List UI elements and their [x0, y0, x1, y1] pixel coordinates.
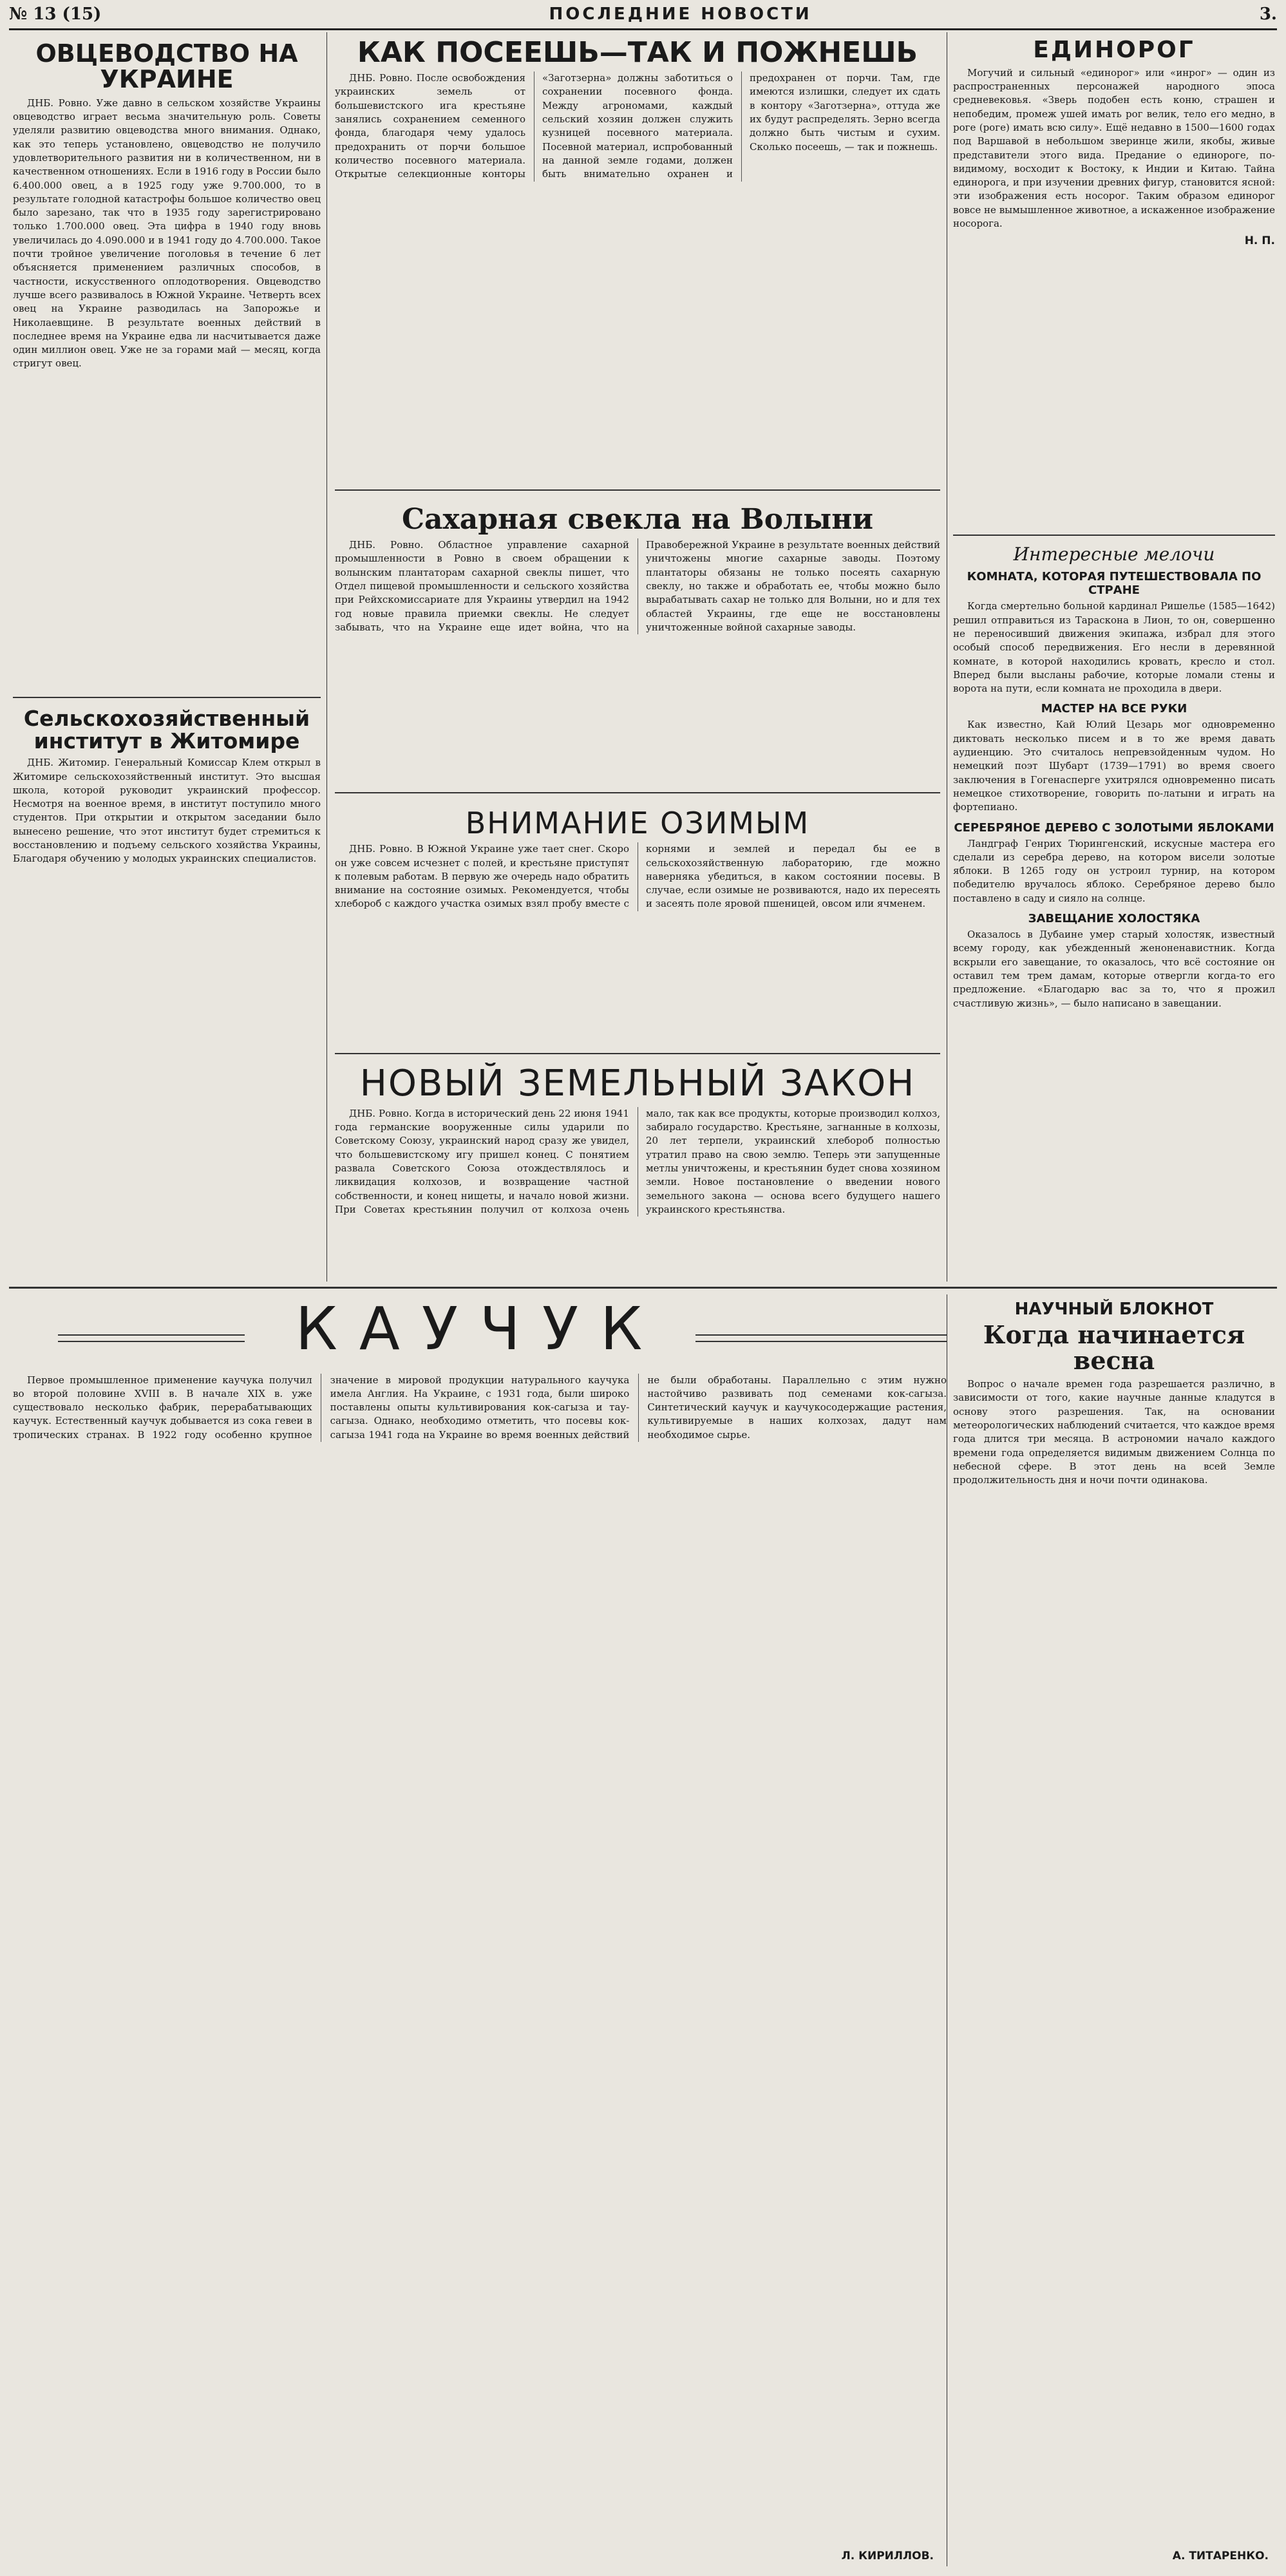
divider [953, 535, 1275, 536]
article-ozim [335, 805, 940, 1046]
article-title: ЕДИНОРОГ [1033, 37, 1195, 63]
divider [13, 697, 321, 698]
article-signature: А. ТИТАРЕНКО. [1172, 2550, 1269, 2562]
article-body: Как известно, Кай Юлий Цезарь мог одновременно диктовать несколько писем и в то же время давать аудиенцию. Это считалось непревзойденным чудом. Но немецкий поэт Шубарт (1739—1791) во время своего заключения в Гогенасперге ухитрялся одновременно писать немецкое стихотворение, говорить по-латыни и играть на фортепиано. [953, 719, 1275, 813]
article-title: КАУЧУК [295, 1294, 665, 1363]
article-body: ДНБ. Житомир. Генеральный Комиссар Клем открыл в Житомире сельскохозяйственный институт. Это высшая школа, которой руководит украинский профессор. Несмотря на военное время, в институт поступило много студентов. При открытии и открытом заседании было вынесено решение, что этот институт будет стремиться к восстановлению и подъему сельского хозяйства Украины, Благодаря обучению у молодых украинских специалистов. [13, 757, 321, 865]
article-signature: Л. КИРИЛЛОВ. [841, 2550, 934, 2562]
misc-section [953, 542, 1275, 1283]
newspaper-title: ПОСЛЕДНИЕ НОВОСТИ [549, 5, 812, 24]
article-bloknot [953, 1294, 1275, 2566]
section-title: НАУЧНЫЙ БЛОКНОТ [1014, 1300, 1214, 1319]
article-body: ДНБ. Ровно. Уже давно в сельском хозяйстве Украины овцеводство играет весьма значительную роль. Советы уделяли развитию овцеводства много внимания. Однако, как это теперь установлено, овцеводство не получило удовлетворительного развития ни в количественном, ни в качественном отношениях. Если в 1916 году в России было 6.400.000 овец, а в 1925 году уже 9.700.000, то в результате голодной катастрофы большое количество овец было зарезано, так что в 1935 году зарегистрировано только 1.700.000 овец. Эта цифра в 1940 году вновь увеличилась до 4.090.000 и в 1941 году до 4.700.000. Такое почти тройное увеличение поголовья в течение 6 лет объясняется применением различных способов, в частности, искусственного оплодотворения. Овцеводство лучше всего развивалось в Южной Украине. Четверть всех овец на Украине разводилась на Запорожье и Николаевщине. В результате военных действий в последнее время на Украине едва ли насчитывается даже один миллион овец. Уже не за горами май — месяц, когда стригут овец. [13, 97, 321, 370]
article-posev [335, 35, 940, 480]
article-title: Сахарная свекла на Волыни [401, 503, 874, 536]
article-title: СЕРЕБРЯНОЕ ДЕРЕВО С ЗОЛОТЫМИ ЯБЛОКАМИ [954, 820, 1274, 835]
section-divider [9, 1287, 1277, 1289]
article-body: Вопрос о начале времен года разрешается различно, в зависимости от того, какие научные данные кладутся в основу этого разрешения. Так, на основании метеорологических наблюдений считается, что каждое время года длится три месяца. В астрономии начало каждого времени года определяется видимым движением Солнца по небесной сфере. В этот день на всей Земле продолжительность дня и ночи почти одинакова. [953, 1378, 1275, 1486]
article-title: ЗАВЕЩАНИЕ ХОЛОСТЯКА [1028, 912, 1200, 926]
article-zakon [335, 1063, 940, 1278]
article-body: Оказалось в Дубаине умер старый холостяк, известный всему городу, как убежденный женоненавистник. Когда вскрыли его завещание, то оказалось, что всё состояние он оставил тем трем дамам, которые отвергли когда-то его предложение. «Благодарю вас за то, что я прожил счастливую жизнь», — было написано в завещании. [953, 929, 1275, 1009]
article-body: ДНБ. Ровно. Областное управление сахарной промышленности в Ровно в своем обращении к волынским плантаторам сахарной свеклы пишет, что Отдел пищевой промышленности и сельского хозяйства при Рейхскомиссариате для Украины утвердил на 1942 год новые правила приемки свеклы. Не следует забывать, что на Украине еще идет война, что на Правобережной Украине в результате военных действий уничтожены многие сахарные заводы. Поэтому плантаторы обязаны не только посеять сахарную свеклу, но также и обработать ее, чтобы можно было вырабатывать сахар не только для Волыни, но и для тех областей Украины, где еще не восстановлены уничтоженные войной сахарные заводы. [335, 539, 940, 633]
page-number: 3. [1259, 5, 1277, 24]
article-ovtsevodstvo [13, 39, 321, 689]
article-body: ДНБ. Ровно. После освобождения украинских земель от большевистского ига крестьяне занялись сохранением семенного фонда, благодаря чему удалось предохранить от порчи большое количество посевного материала. Открытые селекционные конторы «Заготзерна» должны заботиться о сохранении посевного фонда. Между агрономами, каждый сельский хозяин должен служить кузницей посевного материала. Посевной материал, испробованный на данной земле годами, должен быть внимательно охранен и предохранен от порчи. Там, где имеются излишки, следует их сдать в контору «Заготзерна», оттуда же их будут распределять. Зерно всегда должно быть чистым и сухим. Сколько посеешь, — так и пожнешь. [335, 72, 940, 180]
article-title: КОМНАТА, КОТОРАЯ ПУТЕШЕСТВОВАЛА ПО СТРАНЕ [967, 570, 1262, 598]
divider [335, 792, 940, 793]
article-institute [13, 705, 321, 1272]
article-title: КАК ПОСЕЕШЬ—ТАК И ПОЖНЕШЬ [357, 36, 918, 69]
section-title: Интересные мелочи [1013, 544, 1215, 565]
article-kauchuk [13, 1294, 947, 2566]
article-title: Сельскохозяйственный институт в Житомире [23, 706, 310, 753]
article-title: ОВЦЕВОДСТВО НА УКРАИНЕ [35, 39, 298, 93]
article-body: Первое промышленное применение каучука получил во второй половине XVIII в. В начале XIX в. уже существовало несколько фабрик, перерабатывающих каучук. Естественный каучук добывается из сока гевеи в тропических странах. В 1922 году особенно крупное значение в мировой продукции натурального каучука имела Англия. На Украине, с 1931 года, были широко поставлены опыты культивирования кок-сагыза и тау-сагыза. Однако, необходимо отметить, что посевы кок-сагыза 1941 года на Украине во время военных действий не были обработаны. Параллельно с этим нужно настойчиво развивать под семенами кок-сагыза. Синтетический каучук и каучукосодержащие растения, культивируемые в наших колхозах, дадут нам необходимое сырье. [13, 1374, 947, 1441]
article-body: Могучий и сильный «единорог» или «инрог» — один из распространенных персонажей народного эпоса средневековья. «Зверь подобен есть коню, страшен и непобедим, промеж ушей имать рог велик, тело его медно, в роге (роге) имать всю силу». Ещё недавно в 1500—1600 годах под Варшавой в небольшом зверинце жили, якобы, живые представители этого вида. Предание о единороге, по-видимому, восходит к Востоку, к Индии и Китаю. Тайна единорога, и при изучении древних фигур, становится ясной: эти изображения есть носорог. Таким образом единорог вовсе не вымышленное животное, а искаженное изображение носорога. [953, 66, 1275, 230]
article-body: Ландграф Генрих Тюрингенский, искусные мастера его сделали из серебра дерево, на котором висели золотые яблоки. В 1265 году он устроил турнир, на котором победителю вручалось яблоко. Серебряное дерево было поставлено в саду и сияло на солнце. [953, 837, 1275, 904]
article-title: МАСТЕР НА ВСЕ РУКИ [1041, 702, 1187, 716]
article-body: ДНБ. Ровно. Когда в исторический день 22 июня 1941 года германские вооруженные силы ударили по Советскому Союзу, украинский народ сразу же увидел, что большевистскому игу пришел конец. С понятием развала Советского Союза отождествлялось и ликвидация колхозов, и возвращение частной собственности, и конец нищеты, и начало новой жизни. При Советах крестьянин получил от колхоза очень мало, так как все продукты, которые производил колхоз, забирало государство. Крестьяне, загнанные в колхозы, 20 лет терпели, украинский хлебороб полностью утратил право на свою землю. Теперь эти запущенные метлы уничтожены, и крестьянин будет снова хозяином земли. Новое постановление о введении нового земельного закона — основа всего будущего нашего украинского крестьянства. [335, 1107, 940, 1215]
article-edinorog [953, 35, 1275, 525]
article-signature: Н. П. [1244, 234, 1275, 248]
article-title: НОВЫЙ ЗЕМЕЛЬНЫЙ ЗАКОН [359, 1063, 916, 1104]
masthead [9, 0, 1277, 30]
article-title: ВНИМАНИЕ ОЗИМЫМ [465, 806, 810, 840]
divider [335, 1053, 940, 1054]
article-body: Когда смертельно больной кардинал Ришелье (1585—1642) решил отправиться из Тараскона в Лион, то он, совершенно не переносивший движения экипажа, избрал для этого особый способ передвижения. Его несли в деревянной комнате, в которой находились кровать, кресло и стол. Вперед были высланы рабочие, которые ломали стены и ворота на пути, если комната не проходила в двери. [953, 600, 1275, 695]
column-rule [326, 32, 327, 1282]
issue-number: № 13 (15) [9, 5, 102, 24]
divider [335, 489, 940, 491]
article-body: ДНБ. Ровно. В Южной Украине уже тает снег. Скоро он уже совсем исчезнет с полей, и крестьяне приступят к полевым работам. В первую же очередь надо обратить внимание на состояние озимых. Рекомендуется, чтобы хлебороб с каждого участка озимых взял пробу вместе с корнями и землей и передал бы ее в сельскохозяйственную лабораторию, где можно наверняка убедиться, в каком состоянии посевы. В случае, если озимые не розвиваются, надо их пересеять и засеять поле яровой пшеницей, овсом или ячменем. [335, 843, 940, 910]
article-svekla [335, 502, 940, 786]
article-title: Когда начинается весна [983, 1320, 1245, 1376]
